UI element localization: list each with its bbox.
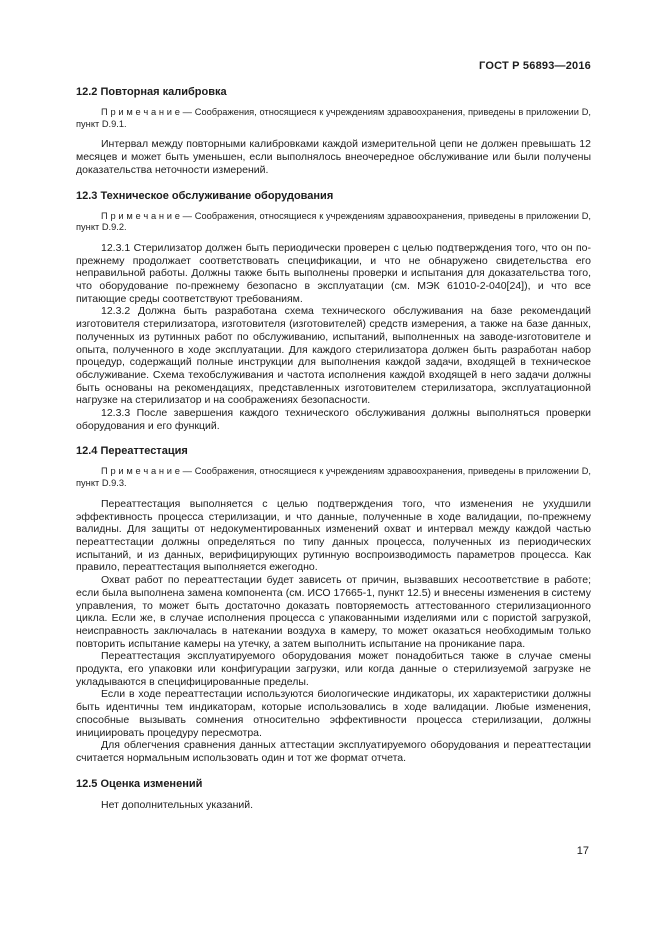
- document-body: [76, 86, 591, 811]
- page-number: 17: [576, 845, 589, 857]
- paragraph-requalification-equipment: Переаттестация эксплуатируемого оборудования может понадобиться также в случае смены продукта, его упаковки или конфигурации загрузки, или когда данные о стерилизуемой загрузке не укладываются в специфицированные пределы.: [76, 650, 591, 688]
- paragraph-biological-indicators: Если в ходе переаттестации используются биологические индикаторы, их характеристики должны быть идентичны тем индикаторам, которые использовались в ходе валидации. Любые изменения, способные вызывать сомнения относительно эффективности процесса стерилизации, должны инициировать процедуру пересмотра.: [76, 688, 591, 739]
- section-heading-12-4: 12.4 Переаттестация: [76, 445, 188, 458]
- paragraph-12-3-2: 12.3.2 Должна быть разработана схема технического обслуживания на базе рекомендаций изготовителя стерилизатора, изготовителя (изготовителей) средств измерения, а также на базе данных, полученных из рутинных работ по обслуживанию, испытаний, выполненных на заводе-изготовителе и опыта, полученного в ходе эксплуатации. Для каждого стерилизатора должен быть разработан набор процедур, содержащий полные инструкции для выполнения каждой задачи, входящей в техническое обслуживание. Схема техобслуживания и частота исполнения каждой входящей в него задачи должны быть основаны на рекомендациях, представленных изготовителем стерилизатора, эксплуатационной нагрузке на стерилизатор и на соображениях безопасности.: [76, 305, 591, 407]
- section-heading-12-3: 12.3 Техническое обслуживание оборудования: [76, 189, 334, 202]
- paragraph-recalibration-interval: Интервал между повторными калибровками каждой измерительной цепи не должен превышать 12 месяцев и может быть уменьшен, если выполнялось внеочередное обслуживание или были получены доказательства неточности измерений.: [76, 138, 591, 176]
- note-d-9-1: П р и м е ч а н и е — Соображения, относящиеся к учреждениям здравоохранения, приведены в приложении D, пункт D.9.1.: [76, 107, 591, 129]
- paragraph-report-format: Для облегчения сравнения данных аттестации эксплуатируемого оборудования и переаттестации считается нормальным использовать один и тот же формат отчета.: [76, 739, 591, 764]
- paragraph-12-3-3: 12.3.3 После завершения каждого технического обслуживания должны выполняться проверки оборудования и его функций.: [76, 407, 591, 432]
- paragraph-requalification-scope: Охват работ по переаттестации будет зависеть от причин, вызвавших несоответствие в работе; если была выполнена замена компонента (см. ИСО 17665-1, пункт 12.5) и внесены изменения в систему управления, то может быть достаточно доказать повторяемость аттестованного стерилизационного цикла. Если же, в случае исполнения процесса с упакованными изделиями или с пористой загрузкой, неисправность заключалась в натекании воздуха в камеру, то может оказаться необходимым только повторить испытание камеры на утечку, а затем выполнить испытание на проникание пара.: [76, 574, 591, 650]
- section-heading-12-2: 12.2 Повторная калибровка: [76, 86, 227, 98]
- note-d-9-3: П р и м е ч а н и е — Соображения, относящиеся к учреждениям здравоохранения, приведены в приложении D, пункт D.9.3.: [76, 466, 591, 489]
- section-heading-12-5: 12.5 Оценка изменений: [76, 777, 203, 790]
- note-d-9-2: П р и м е ч а н и е — Соображения, относящиеся к учреждениям здравоохранения, приведены в приложении D, пункт D.9.2.: [76, 210, 591, 233]
- paragraph-no-additional-guidance: Нет дополнительных указаний.: [101, 798, 254, 811]
- document-code: ГОСТ Р 56893—2016: [479, 60, 591, 72]
- paragraph-12-3-1: 12.3.1 Стерилизатор должен быть периодически проверен с целью подтверждения того, что он по-прежнему продолжает соответствовать спецификации, и что не обнаружено свидетельства его неправильной работы. Должны также быть выполнены проверки и испытания для доказательства того, что оборудование по-прежнему безопасно в эксплуатации (см. МЭК 61010-2-040[24]), и что все питающие среды соответствуют требованиям.: [76, 241, 591, 305]
- paragraph-requalification-purpose: Переаттестация выполняется с целью подтверждения того, что изменения не ухудшили эффективность процесса стерилизации, и что данные, полученные в ходе валидации, по-прежнему валидны. Для защиты от недокументированных изменений охват и интервал между каждой частью переаттестации должны определяться по типу данных процесса, полученных из периодических испытаний, и из данных, верифицирующих рутинную воспроизводимость параметров процесса. Как правило, переаттестация выполняется ежегодно.: [76, 497, 591, 574]
